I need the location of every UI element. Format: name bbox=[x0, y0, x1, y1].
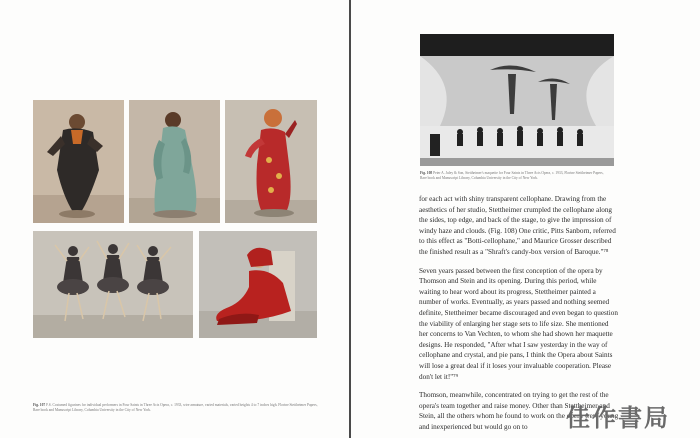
dancers-photo bbox=[33, 231, 193, 338]
left-page bbox=[0, 0, 349, 438]
paragraph-1: for each act with shiny transparent cellophane. Drawing from the aesthetics of her studio, Stettheimer crumpled the cellophane along the sides, top edge, and back of the stage, to give the impression of windy haze and clouds. (Fig. 108) One critic, Pitts Sanborn, referred to this effect as "Botti-cellophane," and Maurice Grosser described the finished result as a "Shraft's candy-box version of Baroque."⁷⁸ bbox=[419, 195, 616, 256]
right-caption-text: Peter A. Juley & Son, Stettheimer's maquette for Four Saints in Three Acts Opera, c. 1933, Florine Stettheimer Papers, Rare book and Manuscript Library, Columbia University in the City of New York. bbox=[420, 171, 604, 180]
right-figure-caption bbox=[420, 171, 610, 181]
right-caption-label: Fig. 108 bbox=[420, 171, 433, 175]
paragraph-2: Seven years passed between the first conception of the opera by Thomson and Stein and its opening. During this period, while waiting to hear word about its progress, Stettheimer painted a number of works. Eventually, as years passed and nothing seemed definite, Stettheimer became discouraged and even began to question the viability of enlarging her stage sets to life size. She mentioned her concerns to Van Vechten, to whom she had shown her maquette designs. He responded, "After what I saw yesterday in the way of cellophane and crystal, and pie pans, I think the Opera about Saints will lose a great deal if it loses your invaluable cooperation. Please don't let it!"⁷⁹ bbox=[419, 266, 618, 381]
publisher-watermark: 佳作書局 bbox=[566, 403, 670, 432]
paragraph-3: Thomson, meanwhile, concentrated on trying to get the rest of the opera's team together and raise money. Other than Stettheimer and Stein, all the others whom he found to work on the opera were young and inexperienced but would go on to bbox=[419, 391, 619, 431]
reclining-figure-photo bbox=[199, 231, 317, 338]
figurine-photo-2 bbox=[129, 100, 220, 223]
figurine-photo-3 bbox=[225, 100, 317, 223]
left-figure-caption bbox=[33, 403, 323, 413]
left-caption-label: Fig. 107 bbox=[33, 403, 46, 407]
stage-maquette-photo bbox=[420, 34, 614, 166]
figurine-photo-1 bbox=[33, 100, 124, 223]
left-caption-text: F.S. Costumed figurines for individual performers in Four Saints in Three Acts Opera, c. 1933, wire armature, varied materials, varied heights 4 to 7 inches high. Florine Stettheimer Papers, Rare book and Manuscript Library, Columbia University in the City of New York. bbox=[33, 403, 318, 412]
